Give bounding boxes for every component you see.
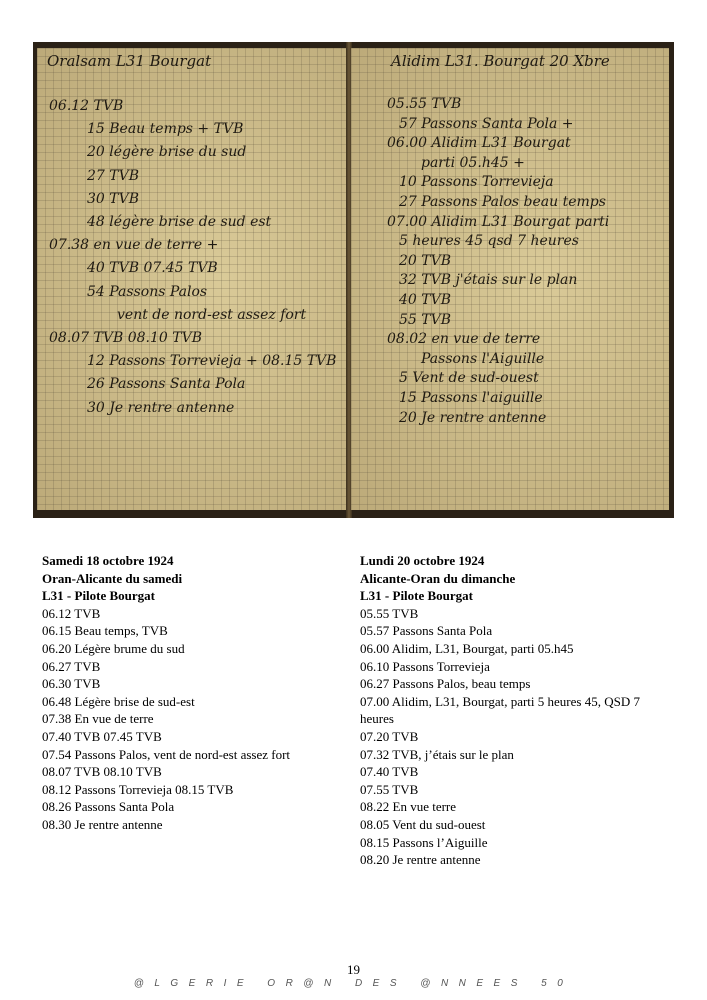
notebook-photo xyxy=(33,42,674,518)
handwritten-line: 32 TVB j'étais sur le plan xyxy=(399,272,578,289)
handwritten-line: 15 Beau temps + TVB xyxy=(87,121,244,138)
log-entry: 08.15 Passons l’Aiguille xyxy=(360,834,488,850)
handwritten-line: 48 légère brise de sud est xyxy=(87,214,272,230)
log-entry: 06.27 Passons Palos, beau temps xyxy=(360,676,531,692)
handwritten-line: 55 TVB xyxy=(399,311,452,328)
handwritten-line: Passons l'Aiguille xyxy=(421,350,545,367)
left-date: Samedi 18 octobre 1924 xyxy=(42,553,174,568)
handwritten-line: parti 05.h45 + xyxy=(421,154,525,171)
footer-banner: @LGERIE OR@N DES @NNEES 50 xyxy=(133,978,574,989)
right-transcription xyxy=(360,552,675,869)
handwritten-line: 08.02 en vue de terre xyxy=(387,331,541,348)
handwritten-line: 20 légère brise du sud xyxy=(87,144,247,161)
log-entry: 06.48 Légère brise de sud-est xyxy=(42,693,195,709)
handwritten-line: 20 TVB xyxy=(399,252,452,269)
log-entry: 06.27 TVB xyxy=(42,658,101,674)
log-entry: 05.57 Passons Santa Pola xyxy=(360,623,493,639)
handwritten-line: 05.55 TVB xyxy=(387,96,462,112)
handwritten-line: 5 heures 45 qsd 7 heures xyxy=(399,233,579,250)
handwritten-line: 15 Passons l'aiguille xyxy=(399,390,543,406)
log-entry: 07.38 En vue de terre xyxy=(42,711,154,727)
handwritten-line: vent de nord-est assez fort xyxy=(117,306,307,323)
left-transcription xyxy=(42,552,362,834)
log-entry: 06.00 Alidim, L31, Bourgat, parti 05.h45 xyxy=(360,640,574,656)
handwritten-line: 27 Passons Palos beau temps xyxy=(399,194,606,210)
notebook-right-page xyxy=(351,48,669,510)
log-entry: 06.20 Légère brume du sud xyxy=(42,640,185,656)
handwritten-line: 12 Passons Torrevieja + 08.15 TVB xyxy=(87,353,337,370)
log-entry: 08.07 TVB 08.10 TVB xyxy=(42,764,162,780)
left-pilot: L31 - Pilote Bourgat xyxy=(42,588,156,604)
handwritten-line: 30 TVB xyxy=(87,190,140,207)
handwritten-line: 20 Je rentre antenne xyxy=(399,409,547,426)
log-entry: 07.20 TVB xyxy=(360,728,419,744)
log-entry: 05.55 TVB xyxy=(360,605,419,621)
handwritten-line: 06.12 TVB xyxy=(49,98,124,114)
right-pilot: L31 - Pilote Bourgat xyxy=(360,588,474,604)
left-route: Oran-Alicante du samedi xyxy=(42,570,183,586)
log-entry: 06.30 TVB xyxy=(42,676,101,692)
handwritten-line: 5 Vent de sud-ouest xyxy=(399,370,539,387)
log-entry: 08.22 En vue terre xyxy=(360,799,457,815)
log-entry: 07.40 TVB 07.45 TVB xyxy=(42,728,162,744)
right-entry-list xyxy=(360,605,675,869)
log-entry: 08.20 Je rentre antenne xyxy=(360,852,481,868)
handwritten-line: 10 Passons Torrevieja xyxy=(399,174,554,191)
log-entry: 06.10 Passons Torrevieja xyxy=(360,658,490,674)
handwritten-line: 30 Je rentre antenne xyxy=(87,399,235,416)
log-entry: 08.26 Passons Santa Pola xyxy=(42,799,175,815)
right-page-header: Alidim L31. Bourgat 20 Xbre xyxy=(391,52,610,70)
log-entry: 06.12 TVB xyxy=(42,605,101,621)
handwritten-line: 54 Passons Palos xyxy=(87,283,208,300)
left-entry-list xyxy=(42,605,362,834)
log-entry: 08.12 Passons Torrevieja 08.15 TVB xyxy=(42,781,234,797)
handwritten-line: 27 TVB xyxy=(87,167,140,184)
page-number: 19 xyxy=(347,962,360,977)
handwritten-line: 40 TVB xyxy=(399,292,452,308)
right-date: Lundi 20 octobre 1924 xyxy=(360,553,485,568)
right-route: Alicante-Oran du dimanche xyxy=(360,570,516,586)
handwritten-line: 07.38 en vue de terre + xyxy=(49,237,219,254)
handwritten-line: 40 TVB 07.45 TVB xyxy=(87,260,218,277)
log-entry: 07.54 Passons Palos, vent de nord-est assez fort xyxy=(42,746,291,762)
log-entry: 07.55 TVB xyxy=(360,781,419,797)
handwritten-line: 08.07 TVB 08.10 TVB xyxy=(49,330,202,346)
log-entry: 08.05 Vent du sud-ouest xyxy=(360,816,486,832)
handwritten-line: 07.00 Alidim L31 Bourgat parti xyxy=(387,213,610,230)
notebook-left-page xyxy=(37,48,347,510)
handwritten-line: 26 Passons Santa Pola xyxy=(87,376,246,393)
log-entry: 07.40 TVB xyxy=(360,764,419,780)
handwritten-line: 06.00 Alidim L31 Bourgat xyxy=(387,135,571,152)
left-page-header: Oralsam L31 Bourgat xyxy=(47,52,212,70)
log-entry: 07.00 Alidim, L31, Bourgat, parti 5 heures 45, QSD 7 heures xyxy=(360,693,640,727)
log-entry: 06.15 Beau temps, TVB xyxy=(42,623,168,639)
log-entry: 08.30 Je rentre antenne xyxy=(42,816,163,832)
log-entry: 07.32 TVB, j’étais sur le plan xyxy=(360,746,514,762)
handwritten-line: 57 Passons Santa Pola + xyxy=(399,115,574,132)
